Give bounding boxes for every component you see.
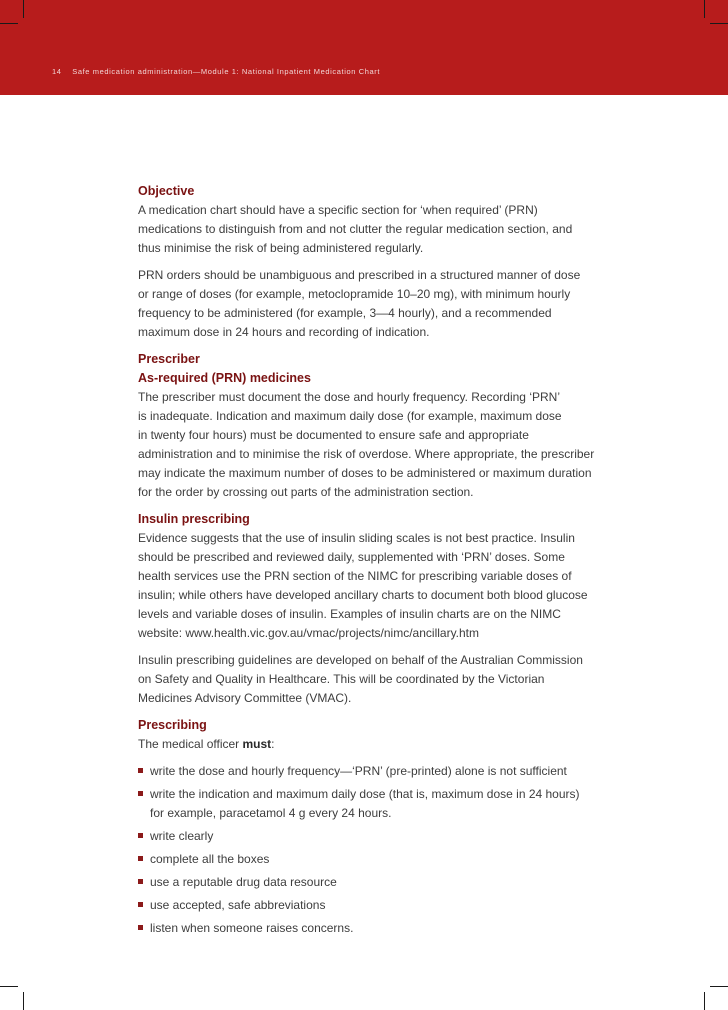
- heading-prescriber: Prescriber: [138, 352, 200, 366]
- square-bullet-icon: [138, 856, 143, 861]
- insulin-paragraph-1: Evidence suggests that the use of insulin sliding scales is not best practice. Insulin should be prescribed and reviewed daily, supplemented with ‘PRN’ doses. Some health services use the PRN section of the NIMC for prescribing variable doses of insulin; while others have developed ancillary charts to document both blood glucose levels and variable doses of insulin. Examples of insulin charts are on the NIMC website: www.health.vic.gov.au/vmac/projects/nimc/ancillary.htm: [138, 531, 588, 640]
- objective-paragraph-2: PRN orders should be unambiguous and prescribed in a structured manner of dose or range of doses (for example, metoclopramide 10–20 mg), with minimum hourly frequency to be administered (for example, 3—4 hourly), and a recommended maximum dose in 24 hours and recording of indication.: [138, 268, 581, 339]
- prescribing-intro: [138, 735, 638, 754]
- section-objective: [138, 182, 638, 342]
- heading-insulin: Insulin prescribing: [138, 512, 250, 526]
- insulin-paragraph-2: Insulin prescribing guidelines are developed on behalf of the Australian Commission on Safety and Quality in Healthcare. This will be coordinated by the Victorian Medicines Advisory Committee (VMAC).: [138, 653, 583, 705]
- crop-mark-top-right-v: [704, 0, 705, 18]
- section-prescribing: [138, 716, 638, 938]
- heading-prescribing: Prescribing: [138, 718, 207, 732]
- running-header: [52, 67, 380, 76]
- running-title: Safe medication administration—Module 1: National Inpatient Medication Chart: [72, 67, 381, 76]
- intro-prefix: The medical officer: [138, 737, 243, 751]
- list-item: complete all the boxes: [138, 850, 638, 869]
- prescribing-bullet-list: [138, 762, 638, 938]
- square-bullet-icon: [138, 833, 143, 838]
- header-band: [0, 0, 728, 95]
- crop-mark-top-right-h: [710, 23, 728, 24]
- objective-paragraph-1: A medication chart should have a specific section for ‘when required’ (PRN) medications to distinguish from and not clutter the regular medication section, and thus minimise the risk of being administered regularly.: [138, 203, 573, 255]
- square-bullet-icon: [138, 879, 143, 884]
- crop-mark-bottom-left-v: [23, 992, 24, 1010]
- body-content: [138, 182, 638, 946]
- heading-objective: Objective: [138, 184, 195, 198]
- list-item: write the indication and maximum daily dose (that is, maximum dose in 24 hours) for example, paracetamol 4 g every 24 hours.: [138, 785, 638, 823]
- square-bullet-icon: [138, 791, 143, 796]
- section-prescriber: [138, 350, 638, 502]
- list-item: use a reputable drug data resource: [138, 873, 638, 892]
- square-bullet-icon: [138, 925, 143, 930]
- crop-mark-top-left-v: [23, 0, 24, 18]
- list-item: use accepted, safe abbreviations: [138, 896, 638, 915]
- list-item: write clearly: [138, 827, 638, 846]
- intro-suffix: :: [271, 737, 275, 751]
- intro-bold: must: [242, 737, 272, 751]
- heading-prn-medicines: As-required (PRN) medicines: [138, 371, 311, 385]
- section-insulin: [138, 510, 638, 708]
- square-bullet-icon: [138, 768, 143, 773]
- square-bullet-icon: [138, 902, 143, 907]
- crop-mark-bottom-right-v: [704, 992, 705, 1010]
- list-item: listen when someone raises concerns.: [138, 919, 638, 938]
- crop-mark-bottom-right-h: [710, 986, 728, 987]
- crop-mark-top-left-h: [0, 23, 18, 24]
- list-item: write the dose and hourly frequency—‘PRN’ (pre-printed) alone is not sufficient: [138, 762, 638, 781]
- crop-mark-bottom-left-h: [0, 986, 18, 987]
- page-number: 14: [52, 67, 62, 76]
- prescriber-paragraph: The prescriber must document the dose and hourly frequency. Recording ‘PRN’ is inadequate. Indication and maximum daily dose (for example, maximum dose in twenty four hours) must be documented to ensure safe and appropriate administration and to minimise the risk of overdose. Where appropriate, the prescriber may indicate the maximum number of doses to be administered or maximum duration for the order by crossing out parts of the administration section.: [138, 390, 595, 499]
